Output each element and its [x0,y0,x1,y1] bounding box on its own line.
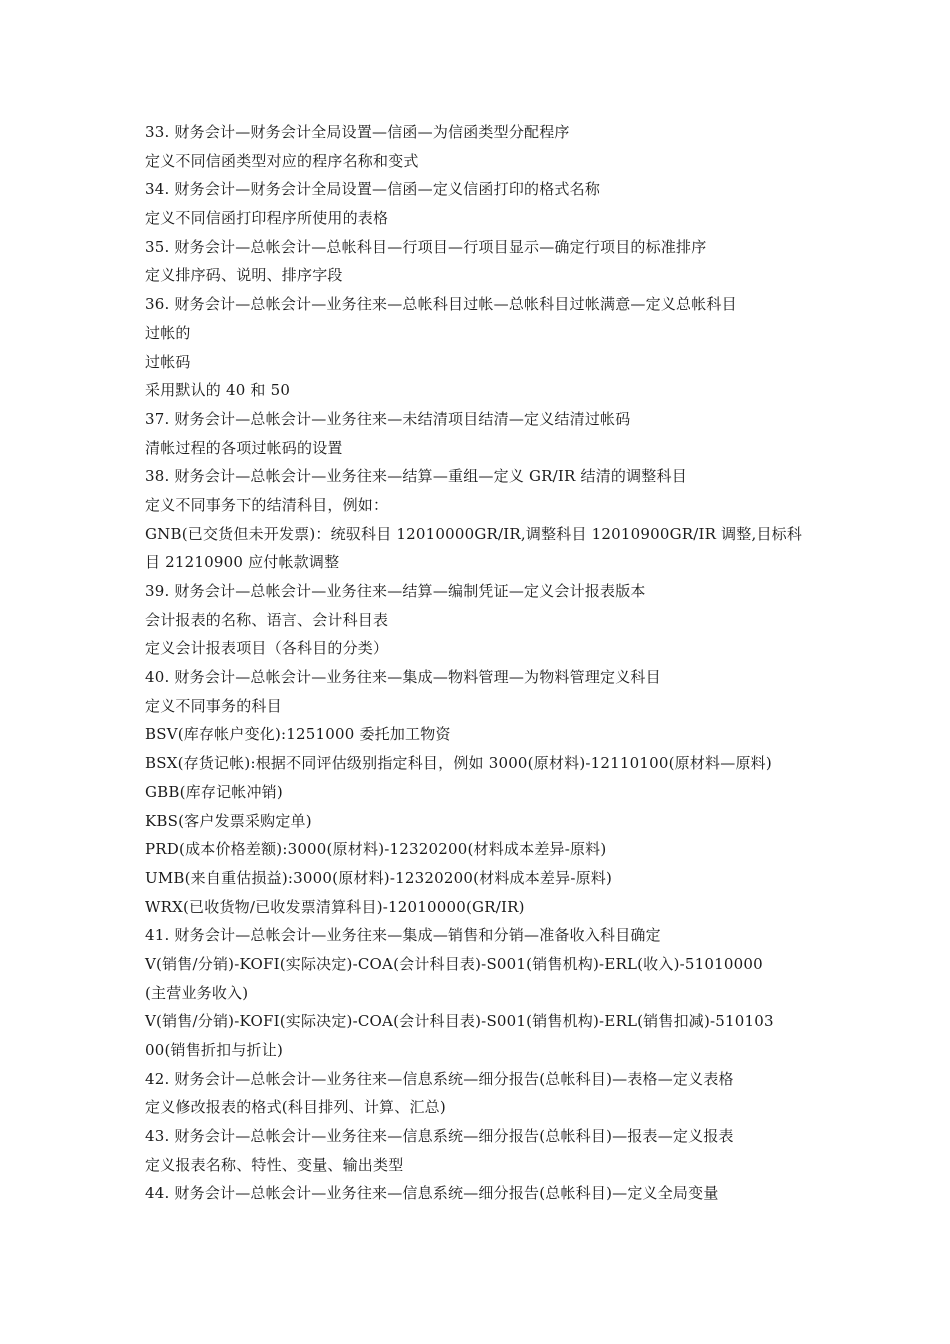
text-line: 定义不同信函类型对应的程序名称和变式 [145,151,419,170]
text-line-42-heading: 42. 财务会计—总帐会计—业务往来—信息系统—细分报告(总帐科目)—表格—定义表格 [145,1069,734,1088]
text-line: 过帐码 [145,352,191,371]
text-line-41-heading: 41. 财务会计—总帐会计—业务往来—集成—销售和分销—准备收入科目确定 [145,926,661,945]
text-line: 清帐过程的各项过帐码的设置 [145,438,343,457]
text-line-35-heading: 35. 财务会计—总帐会计—总帐科目—行项目—行项目显示—确定行项目的标准排序 [145,237,707,256]
text-line: 定义不同事务下的结清科目，例如： [145,495,389,514]
text-line-39-heading: 39. 财务会计—总帐会计—业务往来—结算—编制凭证—定义会计报表版本 [145,582,646,600]
text-line: 采用默认的 40 和 50 [145,381,291,400]
text-line-37-heading: 37. 财务会计—总帐会计—业务往来—未结清项目结清—定义结清过帐码 [145,409,631,428]
text-line: KBS(客户发票采购定单) [145,811,312,830]
text-line: 定义不同信函打印程序所使用的表格 [145,209,389,228]
text-line: (主营业务收入) [145,983,249,1002]
text-line: BSV(库存帐户变化):1251000 委托加工物资 [145,725,451,744]
text-line: GBB(库存记帐冲销) [145,782,283,801]
text-line-36-heading: 36. 财务会计—总帐会计—业务往来—总帐科目过帐—总帐科目过帐满意—定义总帐科目 [145,295,737,314]
text-line-44-heading: 44. 财务会计—总帐会计—业务往来—信息系统—细分报告(总帐科目)—定义全局变量 [145,1184,719,1203]
text-line: 定义不同事务的科目 [145,696,282,715]
text-line: 定义排序码、说明、排序字段 [145,266,343,285]
text-line-40-heading: 40. 财务会计—总帐会计—业务往来—集成—物料管理—为物料管理定义科目 [145,668,661,687]
text-line: UMB(来自重估损益):3000(原材料)-12320200(材料成本差异-原料) [145,868,613,887]
text-line-33-heading: 33. 财务会计—财务会计全局设置—信函—为信函类型分配程序 [145,123,570,141]
text-line-34-heading: 34. 财务会计—财务会计全局设置—信函—定义信函打印的格式名称 [145,180,601,199]
text-line: 会计报表的名称、语言、会计科目表 [145,610,389,629]
text-line: 定义修改报表的格式(科目排列、计算、汇总) [145,1098,446,1117]
text-line-38-heading: 38. 财务会计—总帐会计—业务往来—结算—重组—定义 GR/IR 结清的调整科目 [145,467,687,486]
text-line: PRD(成本价格差额):3000(原材料)-12320200(材料成本差异-原料) [145,840,607,859]
text-line: 过帐的 [145,323,191,342]
text-line: BSX(存货记帐):根据不同评估级别指定科目，例如 3000(原材料)-12110100(原材料—原料) [145,754,772,773]
text-line: V(销售/分销)-KOFI(实际决定)-COA(会计科目表)-S001(销售机构)-ERL(收入)-51010000 [145,954,763,973]
document-body [145,118,815,1208]
text-line: V(销售/分销)-KOFI(实际决定)-COA(会计科目表)-S001(销售机构)-ERL(销售扣减)-510103 [145,1012,774,1031]
text-line: 定义会计报表项目（各科目的分类） [145,639,389,658]
text-line: 目 21210900 应付帐款调整 [145,553,340,572]
text-line: 定义报表名称、特性、变量、输出类型 [145,1155,404,1174]
text-line: GNB(已交货但未开发票)：统驭科目 12010000GR/IR,调整科目 12010900GR/IR 调整,目标科 [145,524,803,543]
text-line: WRX(已收货物/已收发票清算科目)-12010000(GR/IR) [145,897,525,916]
text-line: 00(销售折扣与折让) [145,1041,283,1059]
text-line-43-heading: 43. 财务会计—总帐会计—业务往来—信息系统—细分报告(总帐科目)—报表—定义报表 [145,1127,734,1146]
